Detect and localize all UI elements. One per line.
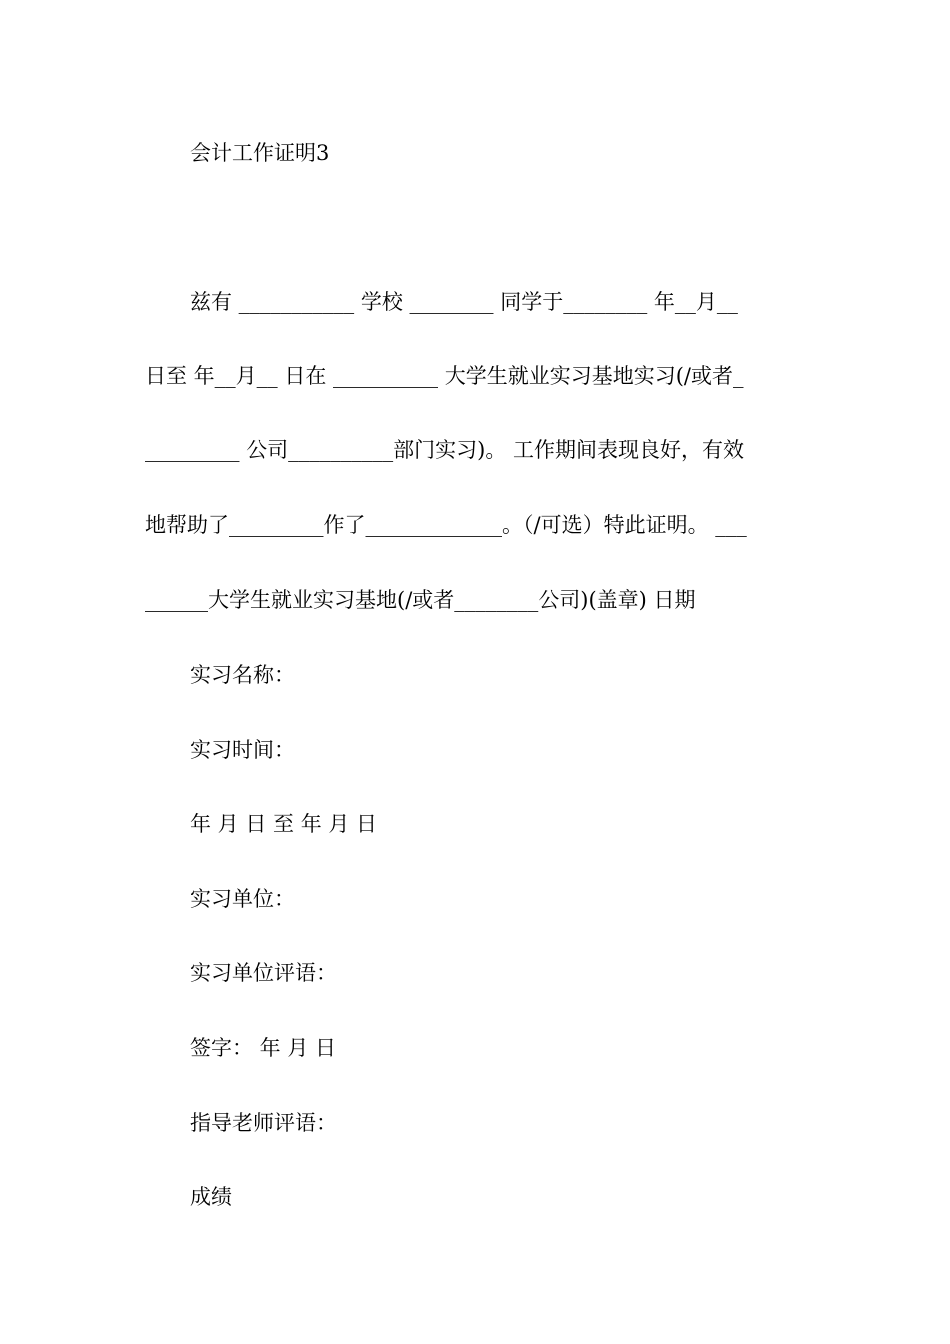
- body-line-4: 地帮助了_________作了_____________。（/可选）特此证明。 ___: [145, 513, 747, 537]
- body-line-3: _________ 公司__________部门实习)。 工作期间表现良好，有效: [145, 438, 745, 462]
- document-title: 会计工作证明3: [190, 141, 330, 165]
- body-line-5: ______大学生就业实习基地(/或者________公司)(盖章) 日期: [145, 588, 696, 612]
- field-internship-unit: 实习单位：: [190, 887, 295, 911]
- field-signature-date: 签字： 年 月 日: [190, 1036, 337, 1060]
- field-teacher-comment: 指导老师评语：: [190, 1111, 337, 1135]
- body-line-2: 日至 年__月__ 日在 __________ 大学生就业实习基地实习(/或者_: [145, 364, 744, 388]
- field-internship-name: 实习名称：: [190, 663, 295, 687]
- body-line-1: 兹有 ___________ 学校 ________ 同学于________ 年__月__: [190, 290, 738, 314]
- field-internship-time: 实习时间：: [190, 738, 295, 762]
- field-unit-comment: 实习单位评语：: [190, 961, 337, 985]
- field-grade: 成绩: [190, 1185, 232, 1209]
- field-date-range: 年 月 日 至 年 月 日: [190, 812, 378, 836]
